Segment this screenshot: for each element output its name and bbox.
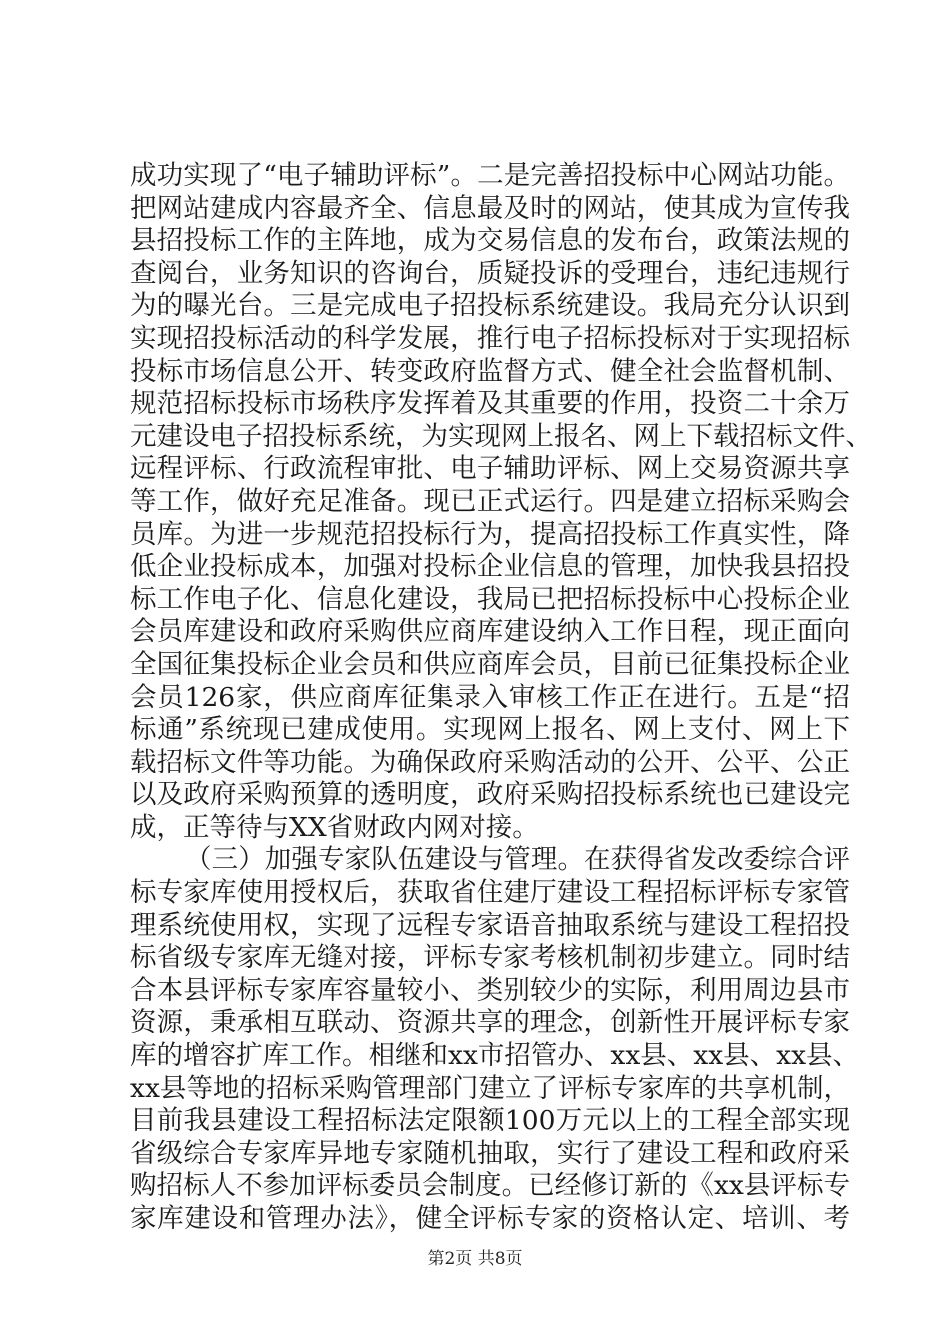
text-line: 资源，秉承相互联动、资源共享的理念，创新性开展评标专家	[130, 1007, 850, 1039]
text-line: 实现招投标活动的科学发展，推行电子招标投标对于实现招标	[130, 322, 850, 354]
text-line: 库的增容扩库工作。相继和xx市招管办、xx县、xx县、xx县、	[130, 1040, 860, 1072]
text-line: 把网站建成内容最齐全、信息最及时的网站，使其成为宣传我	[130, 192, 850, 224]
text-line: 规范招标投标市场秩序发挥着及其重要的作用，投资二十余万	[130, 388, 850, 420]
text-line: 标专家库使用授权后，获取省住建厅建设工程招标评标专家管	[130, 877, 850, 909]
text-line: 购招标人不参加评标委员会制度。已经修订新的《xx县评标专	[130, 1170, 850, 1202]
text-line: 以及政府采购预算的透明度，政府采购招投标系统也已建设完	[130, 779, 850, 811]
text-line: 查阅台，业务知识的咨询台，质疑投诉的受理台，违纪违规行	[130, 257, 850, 289]
text-line: 标省级专家库无缝对接，评标专家考核机制初步建立。同时结	[130, 942, 850, 974]
text-line: 标通”系统现已建成使用。实现网上报名、网上支付、网上下	[130, 714, 850, 746]
page-footer	[0, 1244, 950, 1269]
text-line: 为的曝光台。三是完成电子招投标系统建设。我局充分认识到	[130, 290, 850, 322]
text-line: 全国征集投标企业会员和供应商库会员，目前已征集投标企业	[130, 648, 850, 680]
page-number: 第2页 共8页	[427, 1249, 523, 1269]
text-line: 载招标文件等功能。为确保政府采购活动的公开、公平、公正	[130, 746, 850, 778]
text-line: 标工作电子化、信息化建设，我局已把招标投标中心投标企业	[130, 583, 850, 615]
text-line: 元建设电子招投标系统，为实现网上报名、网上下载招标文件、	[130, 420, 872, 452]
text-line: 家库建设和管理办法》，健全评标专家的资格认定、培训、考	[130, 1203, 850, 1234]
text-line: 投标市场信息公开、转变政府监督方式、健全社会监督机制、	[130, 355, 850, 387]
text-line: 会员库建设和政府采购供应商库建设纳入工作日程，现正面向	[130, 616, 850, 648]
text-line: 员库。为进一步规范招投标行为，提高招投标工作真实性，降	[130, 518, 850, 550]
text-line: 成，正等待与XX省财政内网对接。	[130, 811, 539, 843]
text-line: 远程评标、行政流程审批、电子辅助评标、网上交易资源共享	[130, 453, 850, 485]
text-line: 低企业投标成本，加强对投标企业信息的管理，加快我县招投	[130, 551, 850, 583]
section-heading-line: （三）加强专家队伍建设与管理。在获得省发改委综合评	[185, 844, 850, 876]
text-line: 理系统使用权，实现了远程专家语音抽取系统与建设工程招投	[130, 909, 850, 941]
text-line: 等工作，做好充足准备。现已正式运行。四是建立招标采购会	[130, 485, 850, 517]
text-line: 合本县评标专家库容量较小、类别较少的实际，利用周边县市	[130, 974, 850, 1006]
text-line: 目前我县建设工程招标法定限额100万元以上的工程全部实现	[130, 1105, 850, 1137]
text-line: 成功实现了“电子辅助评标”。二是完善招投标中心网站功能。	[130, 160, 850, 191]
text-line: xx县等地的招标采购管理部门建立了评标专家库的共享机制，	[130, 1072, 850, 1104]
text-line: 省级综合专家库异地专家随机抽取，实行了建设工程和政府采	[130, 1137, 850, 1169]
body-text	[130, 160, 872, 1236]
text-line: 县招投标工作的主阵地，成为交易信息的发布台，政策法规的	[130, 225, 850, 257]
text-line: 会员126家，供应商库征集录入审核工作正在进行。五是“招	[130, 681, 850, 713]
